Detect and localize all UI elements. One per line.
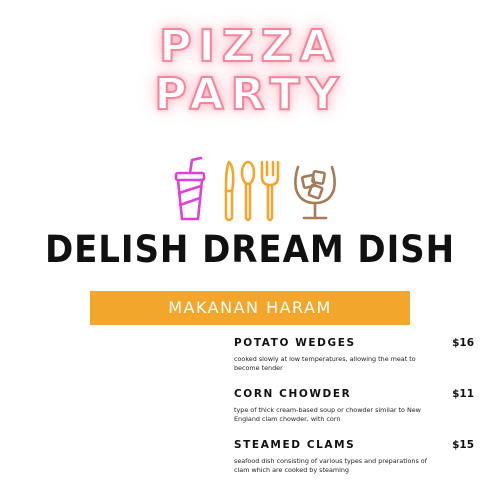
category-banner: MAKANAN HARAM xyxy=(90,291,410,325)
menu-item xyxy=(234,336,474,373)
menu-item-price: $16 xyxy=(452,337,474,349)
wine-glass-icon xyxy=(292,161,338,223)
menu-item-name: CORN CHOWDER xyxy=(234,388,352,400)
menu-item-price: $11 xyxy=(452,388,474,400)
header-line-1: PIZZA xyxy=(159,21,341,72)
menu-item-name: POTATO WEDGES xyxy=(234,337,356,349)
food-icons-row xyxy=(0,155,500,225)
menu-item-description: cooked slowly at low temperatures, allowing the meat to become tender xyxy=(234,355,416,372)
menu-list xyxy=(234,336,474,489)
menu-item-price: $15 xyxy=(452,439,474,451)
header-line-2: PARTY xyxy=(154,69,346,120)
menu-item xyxy=(234,387,474,424)
menu-item-description: type of thick cream-based soup or chowder similar to New England clam chowder, with corn xyxy=(234,406,421,423)
menu-title: DELISH DREAM DISH xyxy=(44,228,456,271)
fork-icon xyxy=(258,159,282,223)
spoon-icon xyxy=(238,159,258,223)
menu-item xyxy=(234,438,474,475)
menu-item-description: seafood dish consisting of various types and preparations of clam which are cooked by steaming xyxy=(234,457,427,474)
menu-item-name: STEAMED CLAMS xyxy=(234,439,356,451)
drink-cup-icon xyxy=(170,155,210,223)
knife-icon xyxy=(219,159,239,223)
